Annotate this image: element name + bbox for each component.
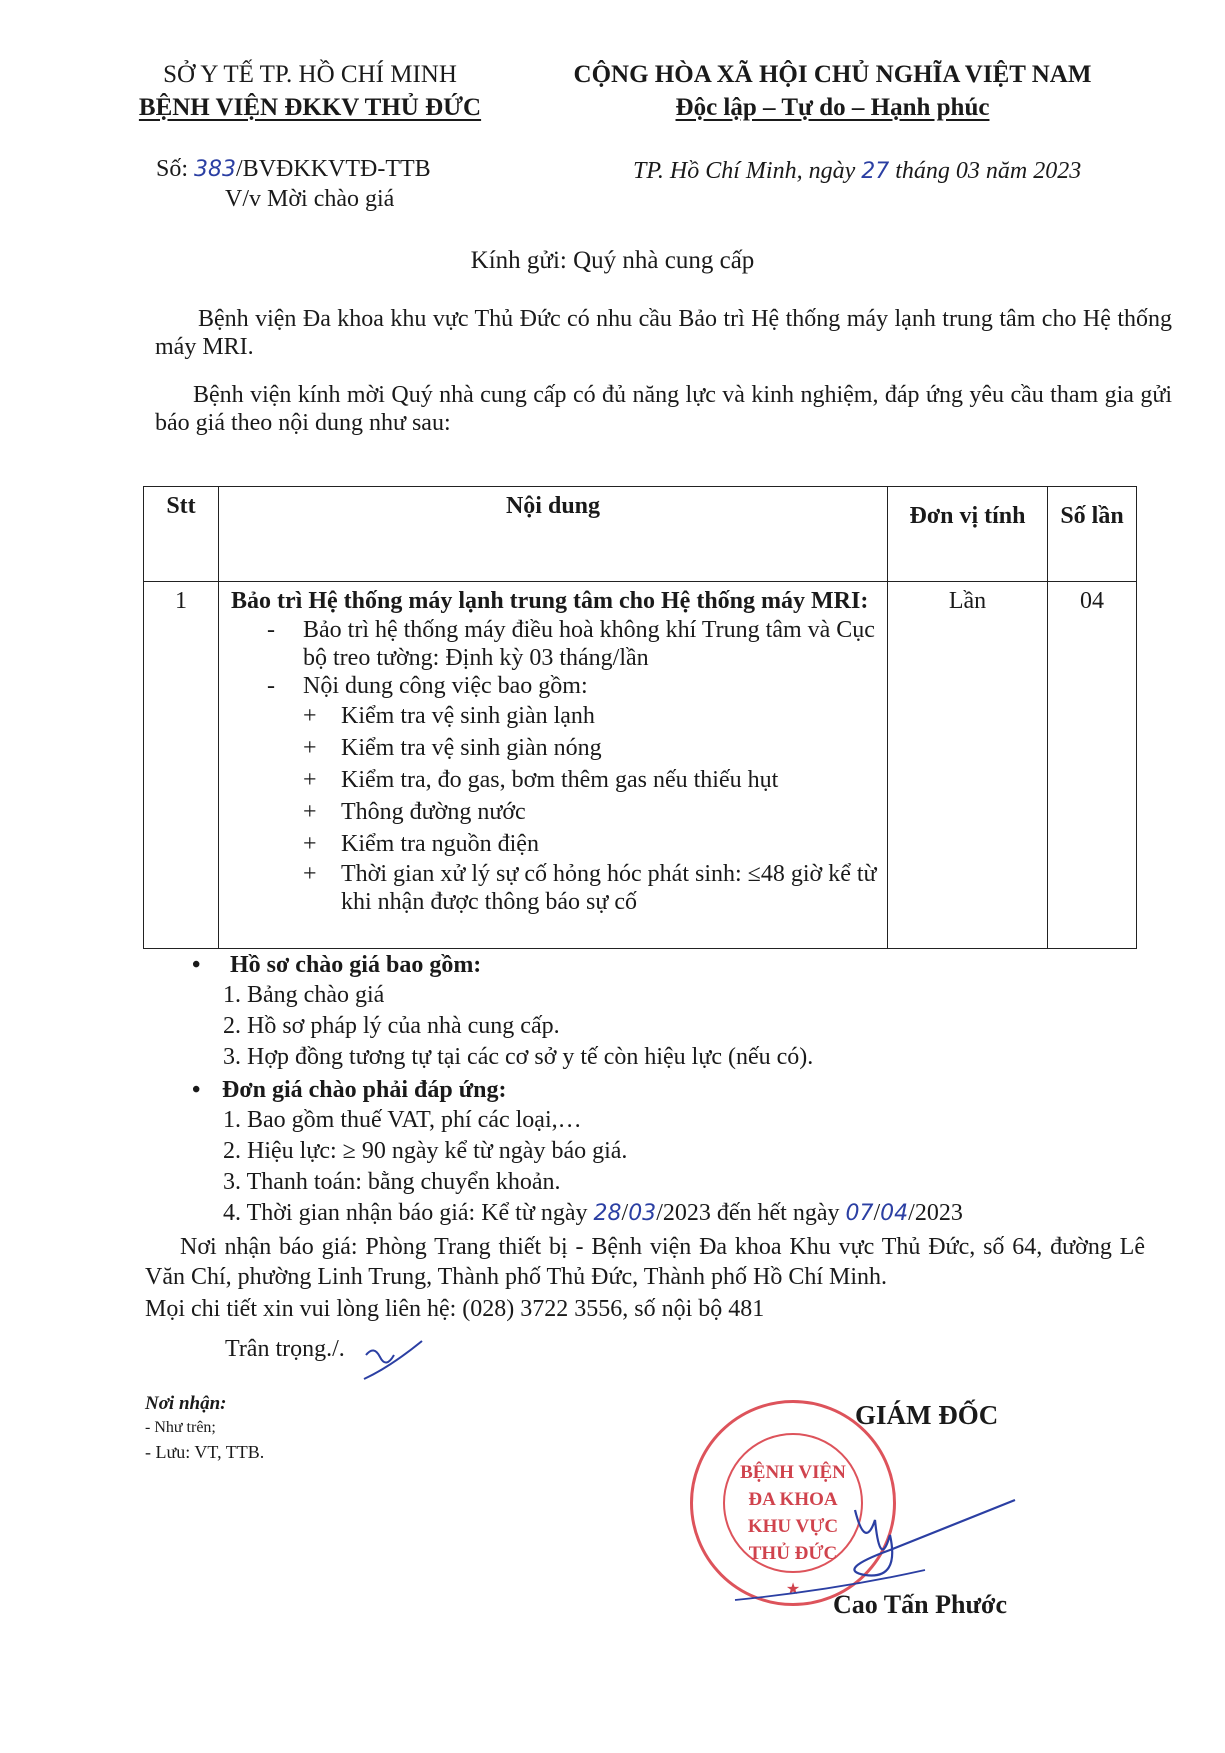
list-item — [231, 764, 877, 796]
header-count: Số lần — [1048, 487, 1137, 582]
plus-marker: + — [303, 799, 317, 825]
pricing-section — [192, 1075, 1142, 1229]
list-item — [231, 732, 877, 764]
list-item — [231, 860, 877, 916]
recipients-heading: Nơi nhận: — [145, 1393, 227, 1414]
table-header-row — [144, 487, 1137, 582]
dossier-heading — [192, 950, 1142, 980]
list-item — [231, 616, 877, 672]
list-item: 3. Hợp đồng tương tự tại các cơ sở y tế còn hiệu lực (nếu có). — [223, 1044, 814, 1070]
dossier-list — [192, 980, 1142, 1073]
place-date — [633, 157, 1081, 186]
dash-item-text: Nội dung công việc bao gồm: — [303, 673, 588, 699]
receive-address: Nơi nhận báo giá: Phòng Trang thiết bị - Bệnh viện Đa khoa Khu vực Thủ Đức, số 64, đường Lê Văn Chí, phường Linh Trung, Thành phố Thủ Đức, Thành phố Hồ Chí Minh. — [145, 1234, 1145, 1290]
document-subject: V/v Mời chào giá — [225, 186, 395, 212]
handwritten-to-month: 04 — [880, 1201, 909, 1226]
row-stt: 1 — [144, 582, 219, 949]
handwritten-from-month: 03 — [628, 1201, 657, 1226]
dossier-heading-text: Hồ sơ chào giá bao gồm: — [230, 952, 482, 978]
ministry-name: SỞ Y TẾ TP. HỒ CHÍ MINH — [163, 61, 457, 88]
seal-line: BỆNH VIỆN — [740, 1462, 846, 1483]
item4-prefix: 4. Thời gian nhận báo giá: Kể từ ngày — [223, 1200, 588, 1226]
list-item — [231, 672, 877, 700]
handwritten-from-day: 28 — [593, 1201, 622, 1226]
list-item: 1. Bao gồm thuế VAT, phí các loại,… — [223, 1107, 582, 1133]
dash-item-text: Bảo trì hệ thống máy điều hoà không khí Trung tâm và Cục bộ treo tường: Định kỳ 03 tháng/lần — [303, 617, 875, 671]
plus-marker: + — [303, 861, 317, 887]
plus-marker: + — [303, 831, 317, 857]
signer-name: Cao Tấn Phước — [833, 1590, 1007, 1619]
initial-scribble-icon — [360, 1335, 430, 1385]
pricing-list — [192, 1105, 1142, 1229]
intro-paragraph-1: Bệnh viện Đa khoa khu vực Thủ Đức có nhu cầu Bảo trì Hệ thống máy lạnh trung tâm cho Hệ thống máy MRI. — [155, 306, 1172, 360]
item4-suffix: /2023 — [908, 1200, 963, 1226]
plus-item-text: Kiểm tra nguồn điện — [341, 831, 539, 857]
number-suffix: /BVĐKKVTĐ-TTB — [236, 156, 431, 182]
list-item: - Lưu: VT, TTB. — [145, 1442, 265, 1462]
header-stt: Stt — [144, 487, 219, 582]
plus-marker: + — [303, 767, 317, 793]
plus-marker: + — [303, 703, 317, 729]
plus-item-text: Kiểm tra vệ sinh giàn nóng — [341, 735, 602, 761]
bullet-icon: • — [192, 952, 201, 978]
signer-title: GIÁM ĐỐC — [855, 1400, 999, 1430]
header-content: Nội dung — [219, 487, 888, 582]
national-header — [545, 58, 1120, 124]
list-item: 2. Hồ sơ pháp lý của nhà cung cấp. — [223, 1013, 560, 1039]
dossier-section — [192, 950, 1142, 1073]
handwritten-to-day: 07 — [845, 1201, 874, 1226]
hospital-name: BỆNH VIỆN ĐKKV THỦ ĐỨC — [138, 94, 482, 121]
seal-line: ĐA KHOA — [748, 1489, 838, 1510]
list-item: 1. Bảng chào giá — [223, 982, 385, 1008]
list-item: 2. Hiệu lực: ≥ 90 ngày kể từ ngày báo giá. — [223, 1138, 628, 1164]
list-item: 4. Thời gian nhận báo giá: Kể từ ngày 28/03/2023 đến hết ngày 07/04/2023 — [223, 1200, 963, 1226]
row-title: Bảo trì Hệ thống máy lạnh trung tâm cho Hệ thống máy MRI: — [231, 588, 869, 614]
seal-line: KHU VỰC — [747, 1516, 839, 1537]
plus-marker: + — [303, 735, 317, 761]
row-unit: Lần — [888, 582, 1048, 949]
document-number — [156, 155, 431, 184]
dash-marker: - — [267, 673, 275, 699]
national-motto: Độc lập – Tự do – Hạnh phúc — [675, 94, 990, 121]
list-item: - Như trên; — [145, 1419, 216, 1436]
agency-header — [110, 58, 510, 124]
list-item — [231, 796, 877, 828]
recipients-block — [145, 1392, 264, 1464]
plus-item-text: Kiểm tra vệ sinh giàn lạnh — [341, 703, 595, 729]
pricing-heading-text: Đơn giá chào phải đáp ứng: — [222, 1077, 507, 1103]
row-content — [219, 582, 888, 949]
handwritten-day: 27 — [861, 159, 890, 184]
seal-line: THỦ ĐỨC — [748, 1543, 838, 1564]
plus-item-text: Kiểm tra, đo gas, bơm thêm gas nếu thiếu hụt — [341, 767, 779, 793]
place-date-suffix: tháng 03 năm 2023 — [895, 158, 1082, 184]
greeting: Kính gửi: Quý nhà cung cấp — [470, 247, 755, 274]
plus-item-text: Thông đường nước — [341, 799, 526, 825]
list-item — [231, 700, 877, 732]
row-count: 04 — [1048, 582, 1137, 949]
contact-info: Mọi chi tiết xin vui lòng liên hệ: (028) 3722 3556, số nội bộ 481 — [145, 1296, 765, 1322]
quote-table — [143, 486, 1137, 949]
plus-item-text: Thời gian xử lý sự cố hỏng hóc phát sinh: ≤48 giờ kể từ khi nhận được thông báo sự cố — [341, 861, 877, 915]
star-icon: ★ — [785, 1581, 801, 1598]
list-item — [231, 828, 877, 860]
table-row — [144, 582, 1137, 949]
closing-text: Trân trọng./. — [225, 1336, 345, 1362]
list-item: 3. Thanh toán: bằng chuyển khoản. — [223, 1169, 561, 1195]
dash-marker: - — [267, 617, 275, 643]
national-title: CỘNG HÒA XÃ HỘI CHỦ NGHĨA VIỆT NAM — [573, 61, 1092, 88]
intro-paragraph-2: Bệnh viện kính mời Quý nhà cung cấp có đủ năng lực và kinh nghiệm, đáp ứng yêu cầu tham gia gửi báo giá theo nội dung như sau: — [155, 382, 1172, 436]
place-date-prefix: TP. Hồ Chí Minh, ngày — [633, 158, 856, 184]
number-label: Số: — [156, 156, 189, 182]
handwritten-number: 383 — [194, 157, 237, 182]
header-unit: Đơn vị tính — [888, 487, 1048, 582]
item4-mid: /2023 đến hết ngày — [656, 1200, 840, 1226]
pricing-heading — [192, 1075, 1142, 1105]
bullet-icon: • — [192, 1077, 201, 1103]
